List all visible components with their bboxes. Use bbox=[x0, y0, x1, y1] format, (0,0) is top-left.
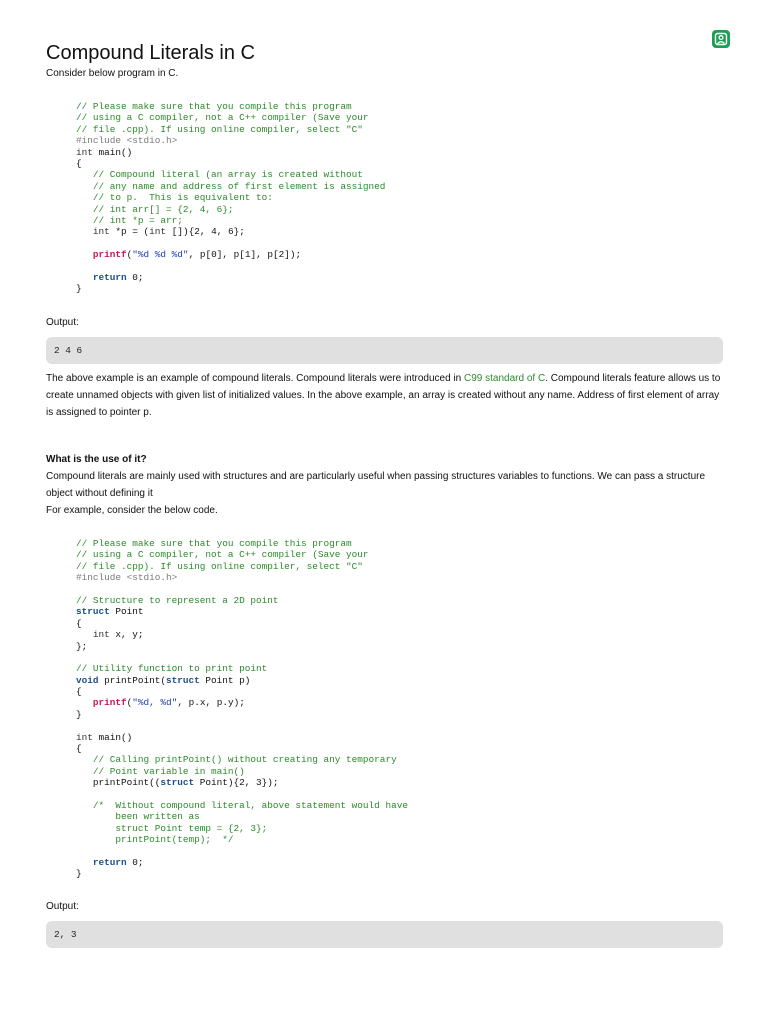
use-paragraph: Compound literals are mainly used with structures and are particularly useful when passing structures variables to functions. We can pass a structure object without defining it bbox=[46, 471, 706, 499]
code-token: return bbox=[92, 856, 127, 868]
code-token: }; bbox=[76, 640, 88, 652]
code-token: // Compound literal (an array is created without bbox=[92, 169, 363, 181]
code-line bbox=[76, 777, 408, 788]
code-token bbox=[76, 204, 93, 215]
code-line bbox=[76, 652, 408, 663]
code-token: // to p. This is equivalent to: bbox=[92, 192, 273, 204]
code-line bbox=[76, 135, 385, 146]
code-line bbox=[76, 272, 385, 283]
code-token: // file .cpp). If using online compiler, select "C" bbox=[76, 123, 363, 135]
code-token: // using a C compiler, not a C++ compiler (Save your bbox=[76, 549, 369, 561]
code-token: void bbox=[76, 674, 99, 686]
code-line bbox=[76, 147, 385, 158]
code-token: } bbox=[76, 708, 82, 720]
code-line bbox=[76, 112, 385, 123]
code-block-2 bbox=[76, 538, 408, 880]
code-token: #include <stdio.h> bbox=[76, 135, 178, 147]
code-token: printf bbox=[92, 697, 127, 709]
code-token: int bbox=[92, 629, 110, 641]
code-token: 0; bbox=[126, 271, 144, 283]
code-line bbox=[76, 226, 385, 237]
code-token bbox=[76, 226, 93, 237]
code-token bbox=[76, 249, 93, 260]
code-line bbox=[76, 846, 408, 857]
code-token bbox=[76, 800, 93, 811]
code-token: printPoint( bbox=[98, 674, 167, 686]
code-token: , p.x, p.y); bbox=[177, 697, 245, 709]
code-token: int bbox=[149, 226, 167, 238]
code-line bbox=[76, 158, 385, 169]
code-token: // any name and address of first element is assigned bbox=[92, 180, 386, 192]
output-box-1: 2 4 6 bbox=[46, 337, 723, 364]
code-line bbox=[76, 204, 385, 215]
code-line bbox=[76, 595, 408, 606]
code-token: int bbox=[76, 146, 93, 158]
code-token: "%d, %d" bbox=[132, 697, 178, 709]
code-token: ( bbox=[126, 249, 133, 261]
code-line bbox=[76, 124, 385, 135]
code-line bbox=[76, 249, 385, 260]
code-token bbox=[76, 857, 93, 868]
code-line bbox=[76, 823, 408, 834]
code-token: { bbox=[76, 686, 82, 698]
explanation-text-after: . Compound literals feature allows us to create unnamed objects with given list of initialized values. In the above example, an array is created without any name. Address of first element of array is assigned to pointer p. bbox=[46, 373, 721, 418]
code-token bbox=[76, 215, 93, 226]
account-icon[interactable] bbox=[712, 30, 730, 48]
code-token: *p = ( bbox=[109, 226, 150, 238]
code-line bbox=[76, 857, 408, 868]
code-token bbox=[76, 834, 115, 845]
code-line bbox=[76, 192, 385, 203]
code-line bbox=[76, 181, 385, 192]
code-line bbox=[76, 709, 408, 720]
code-token bbox=[76, 192, 93, 203]
code-token: return bbox=[92, 271, 127, 283]
code-line bbox=[76, 732, 408, 743]
code-token: Point bbox=[109, 606, 144, 618]
code-token: } bbox=[76, 283, 82, 295]
code-line bbox=[76, 811, 408, 822]
code-line bbox=[76, 868, 408, 879]
code-line bbox=[76, 561, 408, 572]
code-line bbox=[76, 215, 385, 226]
code-line bbox=[76, 238, 385, 249]
code-token: // Point variable in main() bbox=[92, 765, 245, 777]
code-token: x, y; bbox=[109, 629, 144, 641]
code-line bbox=[76, 754, 408, 765]
code-token: // int arr[] = {2, 4, 6}; bbox=[92, 203, 234, 215]
code-token: struct bbox=[160, 777, 195, 789]
code-line bbox=[76, 686, 408, 697]
code-line bbox=[76, 789, 408, 800]
code-line bbox=[76, 629, 408, 640]
code-token bbox=[76, 181, 93, 192]
code-line bbox=[76, 283, 385, 294]
code-line bbox=[76, 618, 408, 629]
output-label-1: Output: bbox=[46, 317, 79, 328]
code-token: printPoint(temp); */ bbox=[115, 834, 234, 846]
code-line bbox=[76, 584, 408, 595]
code-token: // file .cpp). If using online compiler, select "C" bbox=[76, 560, 363, 572]
output-label-2: Output: bbox=[46, 901, 79, 912]
page-title: Compound Literals in C bbox=[46, 42, 255, 64]
code-line bbox=[76, 834, 408, 845]
code-token: { bbox=[76, 157, 82, 169]
code-token: { bbox=[76, 743, 82, 755]
code-token: been written as bbox=[115, 811, 200, 823]
code-line bbox=[76, 663, 408, 674]
intro-text: Consider below program in C. bbox=[46, 68, 179, 79]
code-token: int bbox=[92, 226, 110, 238]
output-box-2: 2, 3 bbox=[46, 921, 723, 948]
code-token bbox=[76, 811, 115, 822]
code-token bbox=[76, 169, 93, 180]
code-token bbox=[76, 629, 93, 640]
code-token: // Utility function to print point bbox=[76, 663, 268, 675]
code-token bbox=[76, 766, 93, 777]
code-token bbox=[76, 697, 93, 708]
code-token: // using a C compiler, not a C++ compiler (Save your bbox=[76, 112, 369, 124]
code-token: Point){2, 3}); bbox=[194, 777, 279, 789]
code-token: ( bbox=[126, 697, 133, 709]
explanation-text-before: The above example is an example of compound literals. Compound literals were introduced in bbox=[46, 373, 465, 384]
code-token: // Calling printPoint() without creating any temporary bbox=[92, 754, 397, 766]
code-token: main() bbox=[92, 146, 133, 158]
code-token: struct bbox=[166, 674, 200, 686]
code-token: } bbox=[76, 868, 82, 880]
code-token bbox=[76, 272, 93, 283]
code-line bbox=[76, 697, 408, 708]
code-token: // Structure to represent a 2D point bbox=[76, 594, 279, 606]
code-line bbox=[76, 743, 408, 754]
code-token: []){2, 4, 6}; bbox=[166, 226, 245, 238]
code-token: printPoint(( bbox=[76, 777, 161, 789]
code-token: , p[0], p[1], p[2]); bbox=[188, 249, 302, 261]
code-line bbox=[76, 675, 408, 686]
code-line bbox=[76, 572, 408, 583]
code-line bbox=[76, 260, 385, 271]
code-token: 0; bbox=[126, 856, 144, 868]
c99-standard-link[interactable]: C99 standard of C bbox=[464, 373, 546, 384]
code-token bbox=[76, 823, 115, 834]
code-token: main() bbox=[92, 731, 133, 743]
code-token: /* Without compound literal, above statement would have bbox=[92, 799, 408, 811]
code-line bbox=[76, 169, 385, 180]
code-token: // Please make sure that you compile this program bbox=[76, 538, 352, 549]
code-token: printf bbox=[92, 249, 127, 261]
code-block-1 bbox=[76, 101, 385, 295]
code-token: #include <stdio.h> bbox=[76, 572, 178, 584]
code-token: "%d %d %d" bbox=[132, 249, 189, 261]
code-line bbox=[76, 538, 408, 549]
code-line bbox=[76, 641, 408, 652]
code-token: // int *p = arr; bbox=[92, 214, 183, 226]
code-line bbox=[76, 800, 408, 811]
code-line bbox=[76, 549, 408, 560]
code-token bbox=[76, 754, 93, 765]
code-token: Point p) bbox=[199, 674, 251, 686]
explanation-paragraph bbox=[46, 370, 724, 421]
example-intro: For example, consider the below code. bbox=[46, 505, 218, 516]
code-token: struct Point temp = {2, 3}; bbox=[115, 822, 268, 834]
code-token: int bbox=[76, 731, 93, 743]
use-heading: What is the use of it? bbox=[46, 454, 147, 465]
code-token: struct bbox=[76, 606, 110, 618]
code-token: { bbox=[76, 617, 82, 629]
code-line bbox=[76, 766, 408, 777]
code-line bbox=[76, 606, 408, 617]
code-line bbox=[76, 720, 408, 731]
code-token: // Please make sure that you compile this program bbox=[76, 101, 352, 112]
code-line bbox=[76, 101, 385, 112]
